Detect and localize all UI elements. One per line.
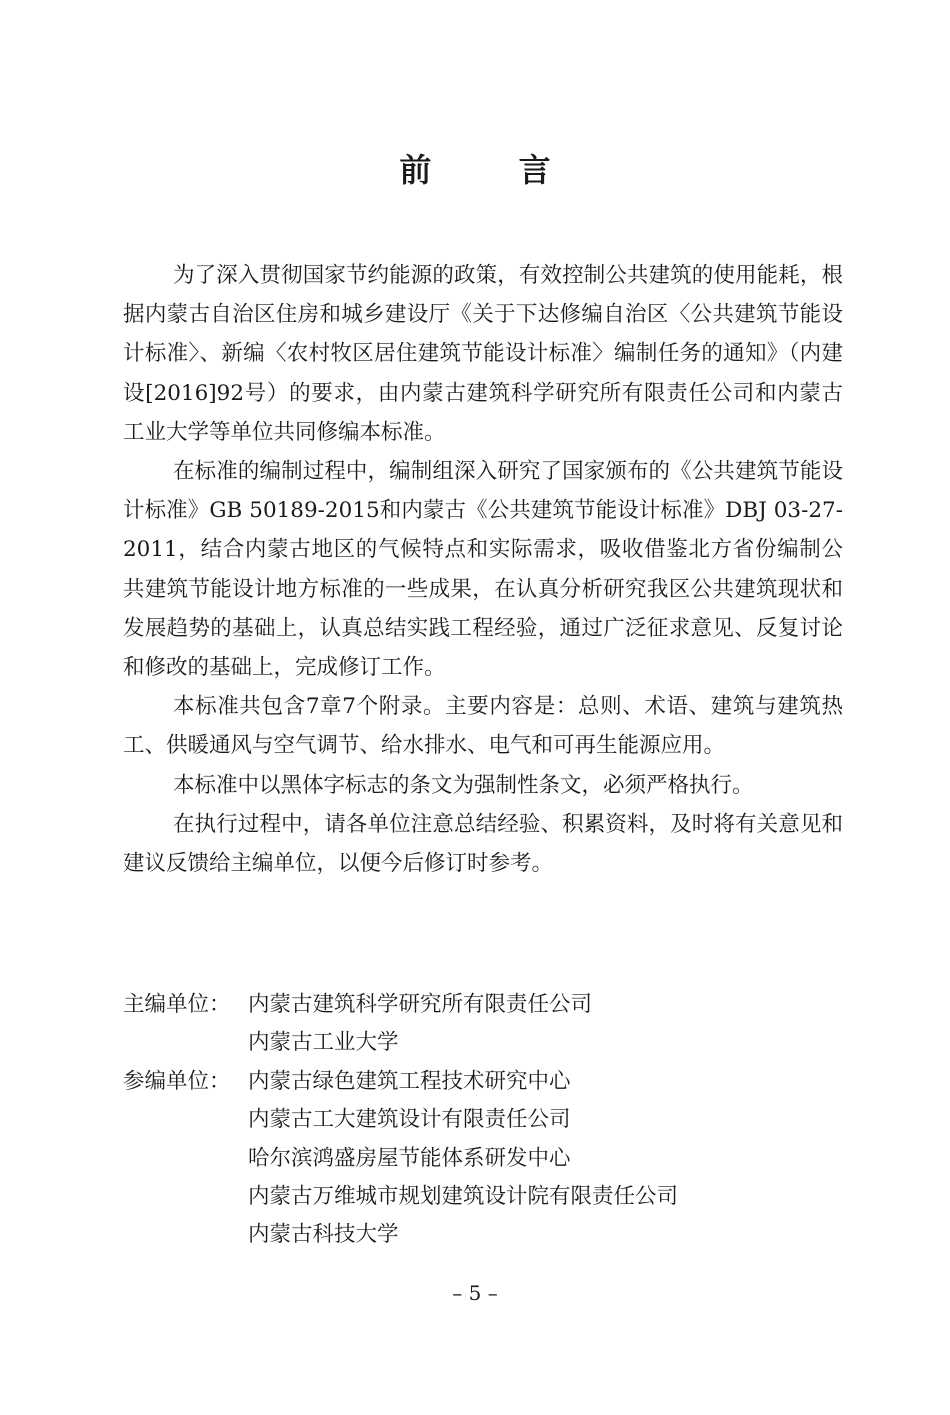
preface-body <box>123 256 843 883</box>
editing-units <box>123 986 843 1255</box>
unit-item: 内蒙古工大建筑设计有限责任公司 <box>248 1107 571 1133</box>
page-title: 前 言 <box>399 151 589 189</box>
chief-editor-units <box>123 986 843 1063</box>
chief-editor-label: 主编单位： <box>123 992 231 1017</box>
unit-item: 内蒙古工业大学 <box>248 1030 399 1056</box>
unit-item: 内蒙古建筑科学研究所有限责任公司 <box>248 992 593 1017</box>
paragraph-process: 在标准的编制过程中，编制组深入研究了国家颁布的《公共建筑节能设计标准》GB 50189-2015和内蒙古《公共建筑节能设计标准》DBJ 03-27-2011，结合内蒙古地区的气候特点和实际需求，吸收借鉴北方省份编制公共建筑节能设计地方标准的一些成果，在认真分析研究我区公共建筑现状和发展趋势的基础上，认真总结实践工程经验，通过广泛征求意见、反复讨论和修改的基础上，完成修订工作。 <box>123 459 843 681</box>
paragraph-mandatory: 本标准中以黑体字标志的条文为强制性条文，必须严格执行。 <box>173 772 754 798</box>
unit-item: 哈尔滨鸿盛房屋节能体系研发中心 <box>248 1145 571 1171</box>
paragraph-background: 为了深入贯彻国家节约能源的政策，有效控制公共建筑的使用能耗，根据内蒙古自治区住房和城乡建设厅《关于下达修编自治区〈公共建筑节能设计标准〉、新编〈农村牧区居住建筑节能设计标准〉编制任务的通知》（内建设[2016]92号）的要求，由内蒙古建筑科学研究所有限责任公司和内蒙古工业大学等单位共同修编本标准。 <box>123 263 843 445</box>
unit-item: 内蒙古绿色建筑工程技术研究中心 <box>248 1068 571 1094</box>
paragraph-contents: 本标准共包含7章7个附录。主要内容是：总则、术语、建筑与建筑热工、供暖通风与空气调节、给水排水、电气和可再生能源应用。 <box>123 694 843 759</box>
participating-editor-list <box>248 1063 843 1255</box>
unit-item: 内蒙古科技大学 <box>248 1222 399 1248</box>
participating-editor-units <box>123 1063 843 1255</box>
paragraph-feedback: 在执行过程中，请各单位注意总结经验、积累资料，及时将有关意见和建议反馈给主编单位，以便今后修订时参考。 <box>123 811 843 877</box>
participating-editor-label: 参编单位： <box>123 1068 231 1094</box>
page-number: – 5 – <box>452 1281 498 1305</box>
chief-editor-list <box>248 986 843 1063</box>
unit-item: 内蒙古万维城市规划建筑设计院有限责任公司 <box>248 1184 679 1210</box>
